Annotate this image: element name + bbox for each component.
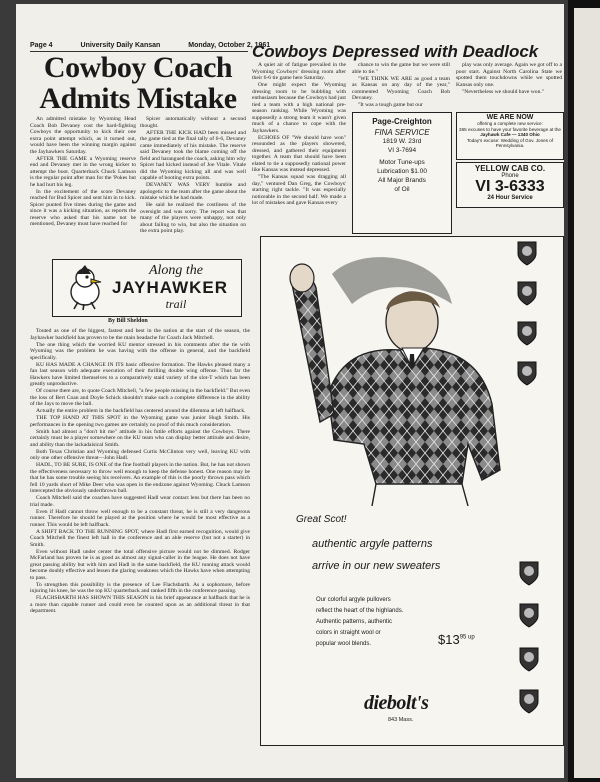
- crest-shield-icon: [516, 360, 538, 386]
- crest-shield-icon: [518, 602, 540, 628]
- ad-tagline-argyle: authentic argyle patterns: [312, 538, 433, 550]
- ad-copy-line: reflect the heart of the highlands.: [316, 608, 404, 614]
- ad-service: FINA SERVICE: [374, 128, 430, 137]
- ad-line: All Major Brands: [378, 177, 426, 184]
- paragraph: AFTER THE KICK HAD been missed and the game tied at the final tally of 6-6, Devaney came immediately of his mistake. The reserve said Devaney took the blame coming off the field and harangued the coach, asking him why Spicer had kicked instead of Joe Vitale. Vitale did the Wyoming kicking all and was well capable of booting extra points.: [140, 129, 246, 181]
- ad-line: Jayhawk Cafe — 1340 Ohio: [480, 132, 540, 138]
- paragraph: Of course there are, to quote Coach Mitchell, "a few people missing in the backfield." But even the loss of Bert Coan and Doyle Schick shouldn't make such a complete difference in the ability of the Jays to move the ball.: [30, 388, 250, 407]
- ad-tagline-arrive: arrive in our new sweaters: [312, 560, 441, 572]
- ad-line: 365 excuses to have your favorite beverage at the: [459, 126, 561, 132]
- paragraph: KU HAS MADE A CHANGE IN ITS basic offensive formation. The Hawks pleased many a fan last season with adequate execution of their thrilling double wing offense. Thus far the Hawkers have limited themselves to a comparatively staid variety of the slot-T which has been greatly unproductive.: [30, 361, 250, 387]
- illustration-sweater: [328, 348, 500, 484]
- paragraph: chance to win the game but we were still able to tie.": [352, 62, 450, 75]
- crest-shield-icon: [518, 688, 540, 714]
- ad-hours: 24 Hour Service: [487, 195, 533, 201]
- price-main: $13: [438, 632, 460, 647]
- ad-copy-line: popular wool blends.: [316, 641, 372, 647]
- paragraph: One might expect the Wyoming dressing room to be bubbling with enthusiasm because the Cowboys had just tied a team with a high national pre-season ranking. While Wyoming was supposedly a strong team it wasn't given much of a chance to cope with the Jayhawkers.: [252, 82, 346, 134]
- page-creighton-ad: [352, 112, 452, 234]
- byline: By Bill Sheldon: [108, 318, 148, 324]
- right-story-col2: [352, 62, 450, 110]
- diebolts-logo: diebolt's: [364, 692, 429, 714]
- illustration-legs: [372, 484, 468, 506]
- paragraph: Spicer automatically without a second thought.: [140, 116, 246, 129]
- newspaper-page: [16, 4, 564, 778]
- trail-line3: trail: [165, 297, 187, 311]
- paragraph: An admitted mistake by Wyoming Head Coach Bob Devaney cost the hard-fighting Cowboys the opportunity to kick their one extra point attempt which, as it turned out, would have been the winning margin against the Jayhawkers Saturday.: [30, 116, 136, 155]
- cowboy-coach-headline: Cowboy Coach Admits Mistake: [39, 51, 237, 115]
- paragraph: Touted as one of the biggest, fastest and best in the nation at the start of the season, the Jayhawker backfield has proven to be the main headache for Coach Jack Mitchell.: [30, 328, 250, 341]
- paragraph: Actually the entire problem in the backfield has centered around the dilemma at left halfback.: [36, 408, 246, 414]
- illustration-raised-arm: [292, 277, 334, 422]
- paragraph: The one thing which the worried KU mentor stressed in his comments after the tie with Wyoming was the problem he was having with the offense in general, and the backfield specifically.: [30, 341, 250, 361]
- trail-line2: JAYHAWKER: [111, 278, 229, 297]
- paragraph: Even if Hadl cannot throw well enough to be a constant threat, he is still a very dangerous runner. Therefore he should be played at the position where he would be most effective as a runner. This would be left halfback.: [30, 508, 250, 528]
- ad-label: Phone: [501, 173, 519, 179]
- ad-line: of Oil: [394, 186, 410, 193]
- paragraph: He said he realized the costliness of the oversight and was sorry. The report was that many of the players were unhappy, not only about failing to win, but also the situation on the extra point play.: [140, 202, 246, 234]
- paragraph: Smith had almost a "don't hit me" attitude in his futile efforts against the Cowboys. There certainly must be a player somewhere on the KU team who can display better attitude and desire, and ability than the lackadaisical Smith.: [30, 428, 250, 448]
- paragraph: "It was a tough game but our: [358, 102, 423, 108]
- paragraph: To strengthen this possibility is the presence of Lee Flachsbarth. As a sophomore, before injuring his knee, he was the top KU quarterback and ranked fifth in the conference passing.: [30, 581, 250, 594]
- paper-name: University Daily Kansan: [80, 42, 161, 49]
- ad-phone: VI 3-7694: [387, 147, 417, 154]
- ad-price: [438, 632, 475, 647]
- paragraph: "Nevertheless we should have won.": [462, 88, 545, 95]
- illustration-hand: [290, 264, 314, 292]
- paragraph: Coach Mitchell said the coaches have suggested Hadl wear contact lens but there has been no trial made.: [30, 495, 250, 508]
- yellow-cab-ad: [456, 162, 564, 208]
- ad-copy-line: Our colorful argyle pullovers: [316, 597, 391, 603]
- paragraph: "WE THINK WE ARE as good a team as Kansas on any day of the year," commented Wyoming Coach Bob Devaney.: [352, 75, 450, 101]
- ad-title: Page-Creighton: [372, 117, 432, 126]
- crest-shield-icon: [518, 560, 540, 586]
- paragraph: A quiet air of fatigue prevailed in the Wyoming Cowboys' dressing room after their 6-6 tie game here Saturday.: [252, 62, 346, 81]
- left-story-col1: [30, 116, 136, 256]
- page-number: Page 4: [30, 42, 53, 49]
- price-sup: 95 up: [459, 634, 475, 641]
- ad-address: 1819 W. 23rd: [382, 138, 422, 145]
- issue-date: Monday, October 2, 1961: [188, 42, 271, 49]
- paragraph: FLACHSBARTH HAS SHOWN THIS SEASON in his brief appearance at halfback that he is a more than capable runner and could even be counted upon as an additional threat in that department.: [30, 595, 250, 614]
- trail-line1: Along the: [148, 263, 204, 278]
- paragraph: Even without Hadl under center the total offensive picture would not be dimmed. Rodger McFarland has proven he is as good as almost any signal-caller in the league. He does not have great passing ability but with him and Hadl in the same backfield, the KU running attack would become doubly effective and lessen the glaring weakness which the Hawks have when attempting to pass.: [30, 548, 250, 581]
- paragraph: play was only average. Again we got off to a poor start. Against North Carolina State we spotted them touchdowns while we spotted Kansas only one.: [456, 62, 562, 88]
- left-story-col2: [140, 116, 246, 256]
- trail-story-body: [30, 328, 250, 768]
- ad-copy-line: Authentic patterns, authentic: [316, 619, 393, 625]
- right-story-col1: [252, 62, 346, 234]
- illustration-shadow: [332, 257, 452, 304]
- crest-shield-icon: [518, 646, 540, 672]
- paragraph: Both Texas Christian and Wyoming defensed Curtis McClinton very well, leaving KU with only one other offensive threat—John Hadl.: [30, 448, 250, 461]
- adjacent-page-edge: [568, 0, 600, 782]
- paragraph: THE TOP HAND AT THIS SPOT in the Wyoming game was junior Hugh Smith. His performances in the opening two games are certainly no proof of this much consideration.: [30, 415, 250, 428]
- ad-title: YELLOW CAB CO.: [474, 164, 546, 173]
- crest-shield-icon: [516, 320, 538, 346]
- ad-tagline-great-scot: Great Scot!: [296, 514, 347, 525]
- ad-line: Motor Tune-ups: [379, 159, 425, 166]
- cowboys-depressed-headline: Cowboys Depressed with Deadlock: [252, 42, 539, 61]
- paragraph: AFTER THE GAME a Wyoming reserve end and Devaney met in the wrong kicker to attempt the boot. Quarterback Chuck Lamson is the regular point after man for the 'Pokes but he had hurt his leg.: [30, 155, 136, 188]
- ad-phone: VI 3-6333: [475, 178, 545, 195]
- paragraph: A SHIFT BACK TO THE RUNNING SPOT, where Hadl first earned recognition, would give Coach Mitchell the finest left hall in the conference and an able reserve (but not a starter) in Smith.: [30, 528, 250, 548]
- argyle-sweater-illustration: [272, 244, 508, 506]
- paragraph: In the excitement of the score Devaney reached for Bud Spicer and sent him in to kick. Spicer punted five times during the game and since it was a kicking situation, as reports the reserve who asked that his name not be mentioned, Devaney must have reached for: [30, 188, 136, 227]
- ad-title: WE ARE NOW: [486, 114, 534, 121]
- right-story-col3: [456, 62, 562, 110]
- crest-shield-icon: [516, 240, 538, 266]
- paragraph: ECHOES OF "We should have won" resounded as the players showered, dressed, and gathered their equipment together. A team that should have been elated to tie a supposedly national power like Kansas was instead depressed.: [252, 134, 346, 173]
- paragraph: HADL, TO BE SURE, IS ONE of the fine football players in the nation. But, he has not shown the effectiveness necessary to throw well enough to keep the defense honest. One reason may be that he has some trouble seeing his receivers. An example of this is the poorly thrown pass which fell 10 yards short of Mike Deer who was open in the endzone against Wyoming. Chuck Lamson intercepted the obviously underthrown ball.: [30, 462, 250, 494]
- ad-copy-line: colors in straight wool or: [316, 630, 381, 636]
- ad-line: Lubrication $1.00: [377, 168, 427, 175]
- crest-shield-icon: [516, 280, 538, 306]
- ad-line: offering a complete new service:: [477, 121, 543, 126]
- ad-line: Today's excuse: Wedding of Gov. Jones of Pennsylvania.: [466, 137, 554, 149]
- diebolts-address: 843 Mass.: [388, 717, 414, 723]
- paragraph: "The Kansas squad was dragging all day," ventured Dan Greg, the Cowboys' starting right tackle. "It was especially noticeable in the second half. We made a lot of mistakes and gave Kansas every: [252, 174, 346, 206]
- jayhawk-cafe-ad: [456, 112, 564, 160]
- paragraph: DEVANEY WAS VERY humble and apologetic to the team after the game about the mistake which he had made.: [140, 182, 246, 201]
- adjacent-page-paper: [574, 8, 600, 778]
